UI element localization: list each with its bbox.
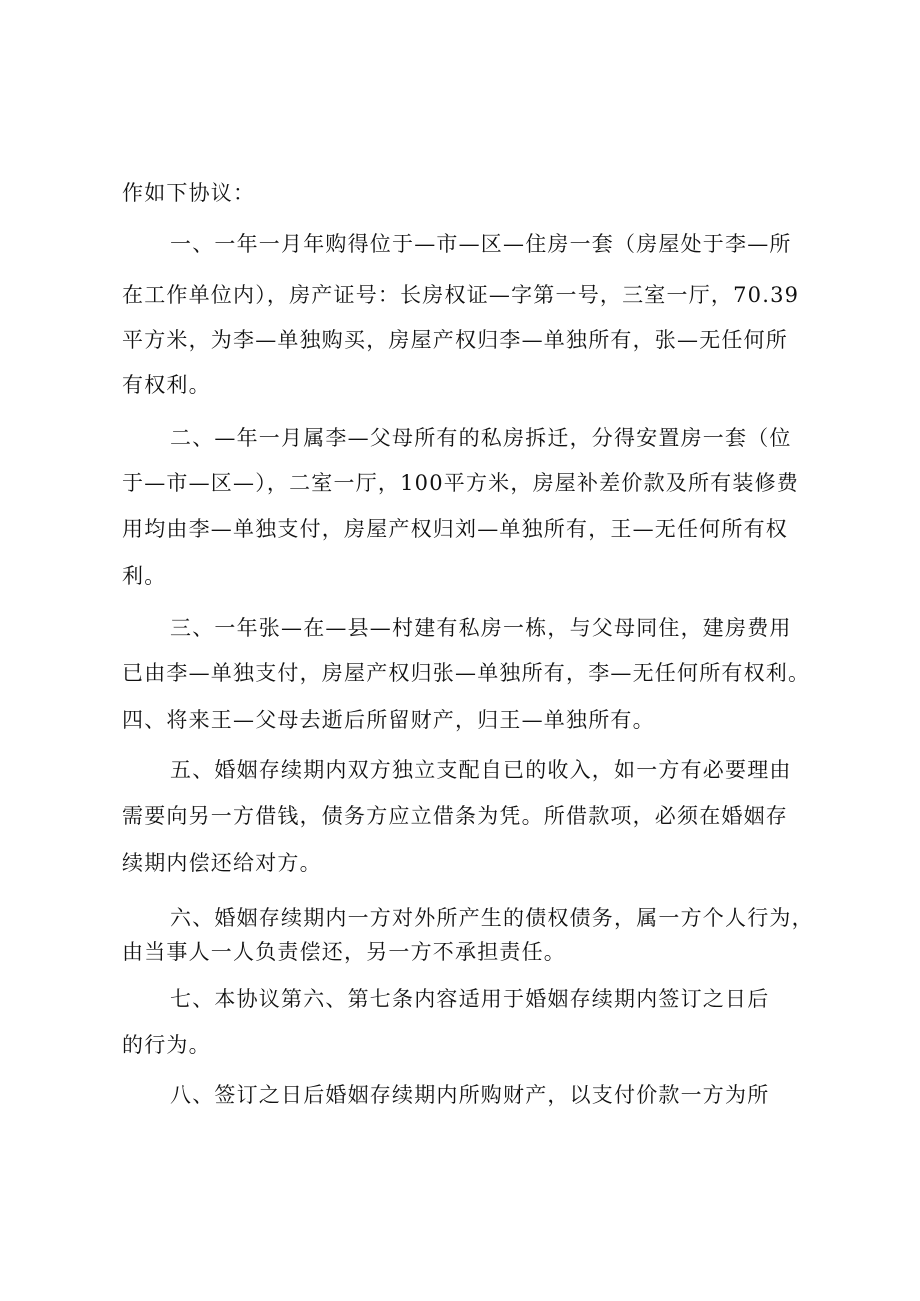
text-line: 由当事人一人负责偿还，另一方不承担责任。 xyxy=(122,940,566,964)
text-line: 三、一年张—在—县—村建有私房一栋，与父母同住，建房费用 xyxy=(170,616,792,640)
text-line: 利。 xyxy=(122,564,167,588)
text-line: 的行为。 xyxy=(122,1033,211,1057)
text-line: 四、将来王—父母去逝后所留财产，归王—单独所有。 xyxy=(122,708,655,732)
text-line: 二、—年一月属李—父母所有的私房拆迁，分得安置房一套（位 xyxy=(170,426,792,450)
text-line: 八、签订之日后婚姻存续期内所购财产，以支付价款一方为所 xyxy=(170,1083,770,1107)
text-line: 有权利。 xyxy=(122,373,211,397)
text-line: 七、本协议第六、第七条内容适用于婚姻存续期内签订之日后 xyxy=(170,987,770,1011)
text-line: 需要向另一方借钱，债务方应立借条为凭。所借款项，必须在婚姻存 xyxy=(122,804,788,828)
text-line: 于—市—区—），二室一厅，100平方米，房屋补差价款及所有装修费 xyxy=(122,471,799,495)
text-line: 六、婚姻存续期内一方对外所产生的债权债务，属一方个人行为， xyxy=(170,906,814,930)
text-line: 作如下协议： xyxy=(122,181,256,205)
text-line: 五、婚姻存续期内双方独立支配自已的收入，如一方有必要理由 xyxy=(170,758,792,782)
text-line: 一、一年一月年购得位于—市—区—住房一套（房屋处于李—所 xyxy=(170,232,792,256)
text-line: 已由李—单独支付，房屋产权归张—单独所有，李—无任何所有权利。 xyxy=(122,661,811,685)
text-line: 续期内偿还给对方。 xyxy=(122,851,322,875)
text-line: 在工作单位内），房产证号：长房权证—字第一号，三室一厅，70.39 xyxy=(122,283,800,307)
text-line: 用均由李—单独支付，房屋产权归刘—单独所有，王—无任何所有权 xyxy=(122,517,788,541)
text-line: 平方米，为李—单独购买，房屋产权归李—单独所有，张—无任何所 xyxy=(122,328,788,352)
